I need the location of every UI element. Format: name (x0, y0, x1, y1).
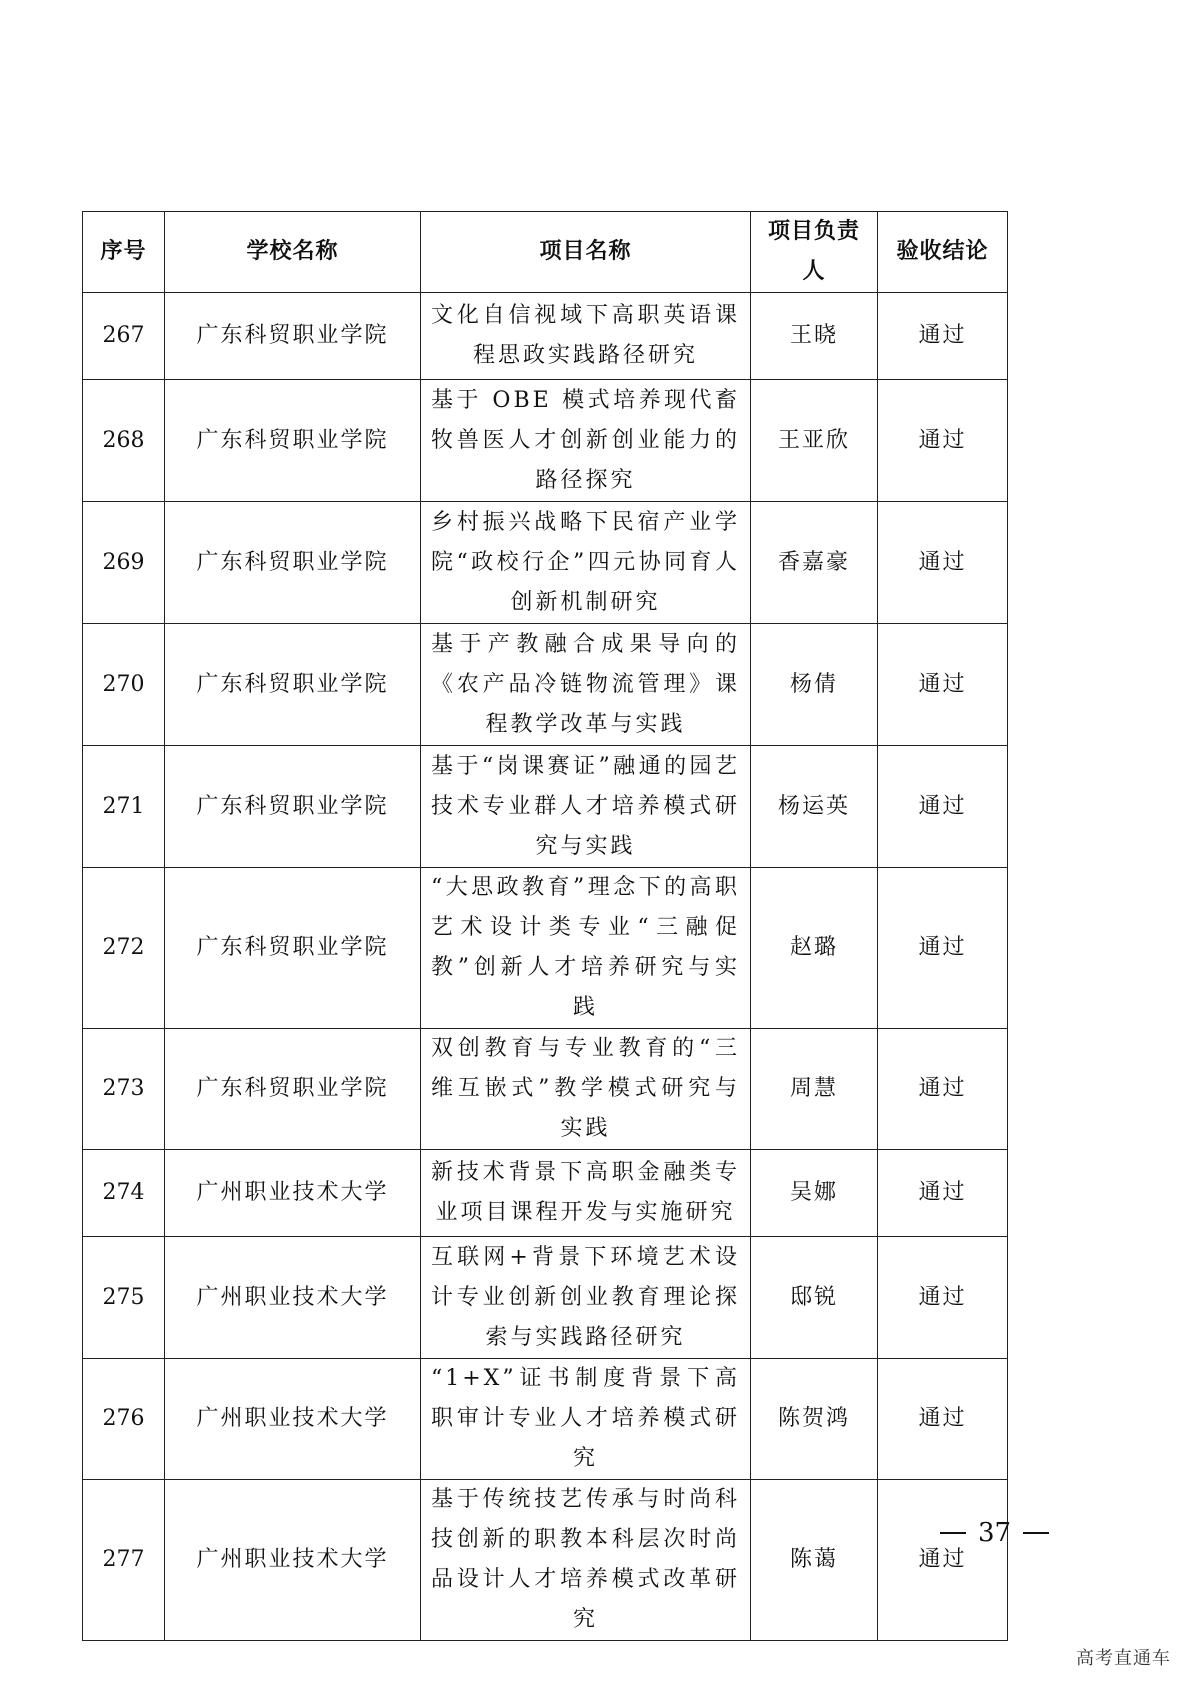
row-school: 广东科贸职业学院 (165, 624, 421, 746)
table-row (83, 1237, 1008, 1359)
row-no: 277 (83, 1480, 165, 1641)
table-row (83, 502, 1008, 624)
footer-dash-left (940, 1532, 966, 1534)
row-project: 基于产教融合成果导向的《农产品冷链物流管理》课程教学改革与实践 (421, 624, 751, 746)
row-leader: 吴娜 (751, 1150, 878, 1237)
row-result: 通过 (878, 502, 1008, 624)
row-school: 广东科贸职业学院 (165, 380, 421, 502)
row-result: 通过 (878, 1480, 1008, 1641)
row-project: “大思政教育”理念下的高职艺术设计类专业“三融促教”创新人才培养研究与实践 (421, 868, 751, 1029)
row-result: 通过 (878, 868, 1008, 1029)
row-project: 双创教育与专业教育的“三维互嵌式”教学模式研究与实践 (421, 1029, 751, 1150)
table-row (83, 293, 1008, 380)
row-school: 广州职业技术大学 (165, 1480, 421, 1641)
row-result: 通过 (878, 1150, 1008, 1237)
row-school: 广东科贸职业学院 (165, 293, 421, 380)
table-row (83, 624, 1008, 746)
row-project: 乡村振兴战略下民宿产业学院“政校行企”四元协同育人创新机制研究 (421, 502, 751, 624)
row-no: 273 (83, 1029, 165, 1150)
table-row (83, 746, 1008, 868)
row-school: 广州职业技术大学 (165, 1150, 421, 1237)
row-leader: 周慧 (751, 1029, 878, 1150)
row-leader: 杨倩 (751, 624, 878, 746)
row-project: 文化自信视域下高职英语课程思政实践路径研究 (421, 293, 751, 380)
row-school: 广东科贸职业学院 (165, 868, 421, 1029)
results-table (82, 211, 1008, 1641)
row-result: 通过 (878, 1359, 1008, 1480)
row-project: 互联网+背景下环境艺术设计专业创新创业教育理论探索与实践路径研究 (421, 1237, 751, 1359)
table-row (83, 868, 1008, 1029)
row-leader: 邸锐 (751, 1237, 878, 1359)
header-no: 序号 (83, 212, 165, 293)
row-no: 275 (83, 1237, 165, 1359)
table-header-row (83, 212, 1008, 293)
row-project: 新技术背景下高职金融类专业项目课程开发与实施研究 (421, 1150, 751, 1237)
table-row (83, 1359, 1008, 1480)
watermark: 高考直通车 (1076, 1648, 1171, 1669)
row-no: 271 (83, 746, 165, 868)
row-school: 广州职业技术大学 (165, 1359, 421, 1480)
row-leader: 陈蔼 (751, 1480, 878, 1641)
row-school: 广州职业技术大学 (165, 1237, 421, 1359)
page-number: 37 (978, 1518, 1012, 1548)
row-no: 272 (83, 868, 165, 1029)
row-leader: 杨运英 (751, 746, 878, 868)
row-no: 268 (83, 380, 165, 502)
row-project: 基于 OBE 模式培养现代畜牧兽医人才创新创业能力的路径探究 (421, 380, 751, 502)
table-row (83, 1029, 1008, 1150)
row-school: 广东科贸职业学院 (165, 746, 421, 868)
row-no: 267 (83, 293, 165, 380)
row-leader: 香嘉豪 (751, 502, 878, 624)
row-leader: 王亚欣 (751, 380, 878, 502)
row-no: 269 (83, 502, 165, 624)
row-result: 通过 (878, 746, 1008, 868)
row-project: 基于“岗课赛证”融通的园艺技术专业群人才培养模式研究与实践 (421, 746, 751, 868)
table-row (83, 1480, 1008, 1641)
row-result: 通过 (878, 293, 1008, 380)
header-school: 学校名称 (165, 212, 421, 293)
row-leader: 赵璐 (751, 868, 878, 1029)
row-project: 基于传统技艺传承与时尚科技创新的职教本科层次时尚品设计人才培养模式改革研究 (421, 1480, 751, 1641)
table-row (83, 380, 1008, 502)
row-no: 276 (83, 1359, 165, 1480)
table-row (83, 1150, 1008, 1237)
header-leader: 项目负责人 (751, 212, 878, 293)
row-no: 270 (83, 624, 165, 746)
header-project: 项目名称 (421, 212, 751, 293)
row-school: 广东科贸职业学院 (165, 1029, 421, 1150)
row-project: “1+X”证书制度背景下高职审计专业人才培养模式研究 (421, 1359, 751, 1480)
row-leader: 王晓 (751, 293, 878, 380)
row-result: 通过 (878, 1029, 1008, 1150)
row-no: 274 (83, 1150, 165, 1237)
row-result: 通过 (878, 624, 1008, 746)
footer-dash-right (1023, 1532, 1049, 1534)
row-leader: 陈贺鸿 (751, 1359, 878, 1480)
row-result: 通过 (878, 1237, 1008, 1359)
page-footer (940, 1518, 1049, 1548)
row-result: 通过 (878, 380, 1008, 502)
header-result: 验收结论 (878, 212, 1008, 293)
row-school: 广东科贸职业学院 (165, 502, 421, 624)
